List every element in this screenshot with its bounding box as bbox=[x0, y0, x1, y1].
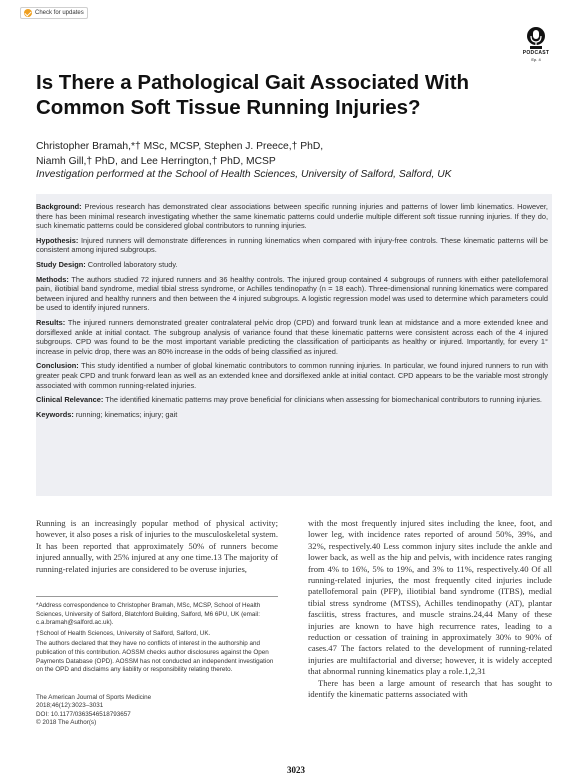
background-label: Background: bbox=[36, 202, 82, 211]
journal-volume: 2018;46(12):3023–3031 bbox=[36, 702, 104, 710]
body-column-right bbox=[308, 518, 552, 701]
article-title: Is There a Pathological Gait Associated With Common Soft Tissue Running Injuries? bbox=[36, 71, 470, 119]
relevance-text: The identified kinematic patterns may prove beneficial for clinicians when assessing for biomechanical contributors to running injuries. bbox=[103, 395, 542, 405]
abstract-background bbox=[36, 202, 548, 231]
results-label: Results: bbox=[36, 317, 66, 327]
hypothesis-label: Hypothesis: bbox=[36, 235, 79, 245]
footnote-correspondence: *Address correspondence to Christopher Bramah, MSc, MCSP, School of Health Sciences, University of Salford, Blatchford Building, Salford, M6 6PU, UK (email: c.a.bramah@salford.ac.uk). bbox=[36, 602, 261, 627]
author-line-1: Christopher Bramah,*† MSc, MCSP, Stephen J. Preece,† PhD, bbox=[36, 141, 324, 152]
author-line-2: Niamh Gill,† PhD, and Lee Herrington,† PhD, MCSP bbox=[36, 155, 276, 167]
abstract-keywords bbox=[36, 410, 548, 420]
check-updates-icon bbox=[24, 9, 32, 17]
conclusion-label: Conclusion: bbox=[36, 361, 79, 371]
abstract-results bbox=[36, 318, 548, 356]
journal-name: The American Journal of Sports Medicine bbox=[36, 694, 152, 701]
abstract-methods bbox=[36, 275, 548, 313]
abstract-conclusion bbox=[36, 361, 548, 390]
keywords-label: Keywords: bbox=[36, 409, 74, 419]
body-column-left bbox=[36, 518, 278, 575]
abstract-clinical-relevance bbox=[36, 395, 548, 405]
microphone-icon bbox=[526, 26, 546, 50]
methods-label: Methods: bbox=[36, 274, 69, 284]
check-updates-label: Check for updates bbox=[35, 10, 84, 16]
author-list bbox=[36, 140, 556, 169]
footnote-affiliation: †School of Health Sciences, University of Salford, Salford, UK. bbox=[36, 629, 211, 637]
footnote-divider bbox=[36, 596, 278, 597]
design-text: Controlled laboratory study. bbox=[85, 259, 178, 269]
footnote-disclosure: The authors declared that they have no conflicts of interest in the authorship and publication of this contribution. AOSSM checks author disclosures against the Open Payments Database (OPD). AOSSM has not conducted an independent investigation on the OPD and disclaims any liability or responsibility relating thereto. bbox=[36, 640, 274, 674]
podcast-badge[interactable] bbox=[521, 26, 551, 68]
keywords-text: running; kinematics; injury; gait bbox=[73, 409, 178, 419]
podcast-episode: Ep. 4 bbox=[531, 57, 541, 62]
body-paragraph-1: with the most frequently injured sites including the knee, foot, and lower leg, with incidence rates reported of around 50%, 39%, and 32%, respectively.40 Less common injury sites include the ankle and lower back, as well as the hip and pelvis, with incidence rates ranging from 4% to 16%, 5% to 19%, and 3% to 11%, respectively.40 Of all running-related injuries, the most frequently cited injuries include patellofemoral pain (PFP), iliotibial band syndrome (ITBS), medial tibial stress syndrome (MTSS), Achilles tendinopathy (AT), plantar fasciitis, stress fractures, and muscle strains.24,44 Many of these injuries are known to have high recurrence rates, leading to a reduction or cessation of training in approximately 30% to 90% of cases.47 The factors related to the development of running-related injuries are multifactorial and diverse; however, it is widely accepted that abnormal running kinematics play a role.1,2,31 bbox=[308, 518, 552, 677]
design-label: Study Design: bbox=[36, 259, 86, 269]
intro-paragraph: Running is an increasingly popular method of physical activity; however, it also poses a risk of injuries to the musculoskeletal system. It has been reported that approximately 50% of runners become injured annually, with 25% injured at any one time.13 The majority of running-related injuries are considered to be overuse injuries, bbox=[36, 518, 278, 574]
results-text: The injured runners demonstrated greater contralateral pelvic drop (CPD) and forward trunk lean at midstance and a more extended knee and dorsiflexed ankle at initial contact. The subgroup analysis of variance found that these kinematic patterns were consistent across each of the 4 injured subgroups. CPD was found to be the most important variable predicting the classification of participants as healthy or injured. Importantly, for every 1° increase in pelvic drop, there was an 80% increase in the odds of being classified as injured. bbox=[36, 317, 548, 356]
relevance-label: Clinical Relevance: bbox=[36, 395, 104, 405]
check-for-updates-badge[interactable] bbox=[20, 7, 88, 19]
body-paragraph-2: There has been a large amount of research that has sought to identify the kinematic patterns associated with bbox=[308, 677, 552, 700]
journal-doi[interactable]: DOI: 10.1177/0363546518793657 bbox=[36, 710, 131, 718]
abstract-study-design bbox=[36, 260, 548, 270]
institution-line: Investigation performed at the School of Health Sciences, University of Salford, Salford, UK bbox=[36, 169, 452, 180]
methods-text: The authors studied 72 injured runners and 36 healthy controls. The injured group contained 4 subgroups of runners with either patellofemoral pain, iliotibial band syndrome, medial tibial stress syndrome, or Achilles tendinopathy (n = 18 each). Three-dimensional running kinematics were compared between injured and healthy runners and then between the 4 injured subgroups. A logistic regression model was used to determine which parameters could be used to identify injured runners. bbox=[36, 274, 548, 313]
page-number: 3023 bbox=[287, 765, 305, 775]
footnotes bbox=[36, 602, 278, 677]
hypothesis-text: Injured runners will demonstrate differences in running kinematics when compared with injury-free controls. These kinematic patterns will be consistent among injured subgroups. bbox=[36, 235, 548, 255]
abstract-hypothesis bbox=[36, 236, 548, 255]
conclusion-text: This study identified a number of global kinematic contributors to common running injuries. In particular, we found injured runners to run with greater peak CPD and trunk forward lean as well as an extended knee and dorsiflexed ankle at initial contact. CPD appears to be the variable most strongly associated with common running-related injuries. bbox=[36, 361, 548, 390]
abstract-box bbox=[36, 194, 552, 496]
journal-copyright: © 2018 The Author(s) bbox=[36, 718, 97, 726]
podcast-label: PODCAST bbox=[522, 50, 550, 56]
journal-info bbox=[36, 694, 278, 727]
background-text: Previous research has demonstrated clear associations between specific running injuries and patterns of lower limb kinematics. However, there has been minimal research investigating whether the same kinematic patterns could underlie multiple different soft tissue running injuries. If they do, such kinematic patterns could be considered global contributors to running injuries. bbox=[36, 202, 548, 231]
